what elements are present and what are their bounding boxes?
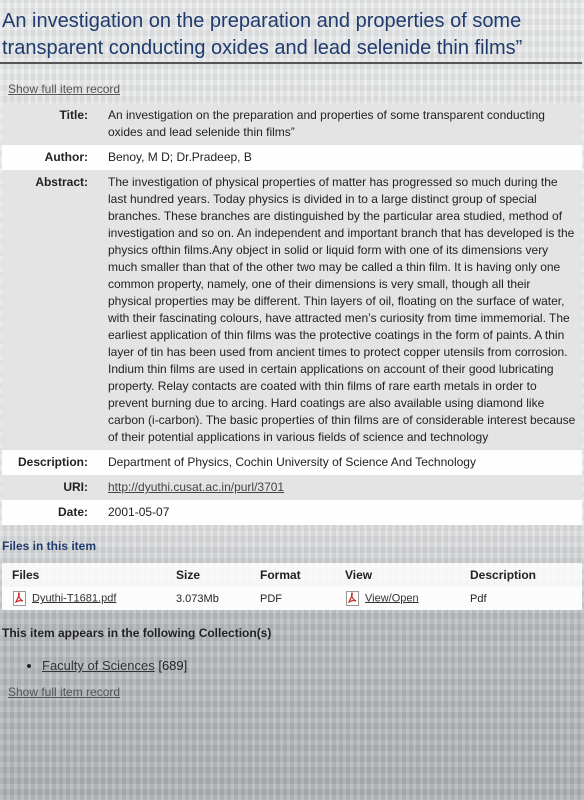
file-format: PDF	[250, 587, 335, 610]
collection-item	[42, 658, 584, 673]
collections-list	[0, 658, 584, 673]
pdf-file-icon	[12, 591, 27, 606]
files-heading: Files in this item	[2, 539, 97, 553]
file-description: Pdf	[460, 587, 582, 610]
size-header: Size	[166, 563, 250, 587]
metadata-value: An investigation on the preparation and properties of some transparent conducting oxides and lead selenide thin films”	[102, 103, 582, 145]
description-header: Description	[460, 563, 582, 587]
file-download-link[interactable]: Dyuthi-T1681.pdf	[32, 592, 117, 605]
metadata-row-description	[2, 450, 582, 475]
metadata-label: URI:	[2, 475, 102, 500]
metadata-value: The investigation of physical properties of matter has progressed so much during the last hundred years. Today physics is divided in to a large distinct group of special branches. These branches are distinguished by the particular area studied, method of investigation and so on. An independent and important branch that has developed is the physics ofthin films.Any object in solid or liquid form with one of its dimensions very much smaller than that of the other two may be called a thin film. It is having only one common property, namely, one of their dimensions is very small, though all their physical properties may be different. Thin layers of oil, floating on the surface of water, with their fascinating colours, have attracted men’s curiosity from time immemorial. The earliest application of thin films was the protective coatings in the form of paints. A thin layer of tin has been used from ancient times to protect copper utensils from corrosion. Indium thin films are used in certain applications on account of their good lubricating property. Relay contacts are coated with thin films of rare earth metals in order to prevent burning due to arcing. Hard coatings are also available using diamond like carbon (i-carbon). The basic properties of thin films are of considerable interest because of their potential applications in various fields of science and technology	[102, 170, 582, 450]
metadata-value: 2001-05-07	[102, 500, 582, 525]
metadata-label: Author:	[2, 145, 102, 170]
metadata-row-date	[2, 500, 582, 525]
metadata-row-uri	[2, 475, 582, 500]
metadata-value: Benoy, M D; Dr.Pradeep, B	[102, 145, 582, 170]
view-header: View	[335, 563, 460, 587]
pdf-file-icon	[345, 591, 360, 606]
page-title: An investigation on the preparation and properties of some transparent conducting oxides and lead selenide thin films”	[0, 0, 582, 64]
file-cell	[2, 587, 166, 610]
metadata-value	[102, 475, 582, 500]
metadata-value: Department of Physics, Cochin University of Science And Technology	[102, 450, 582, 475]
collections-heading: This item appears in the following Collection(s)	[2, 626, 272, 640]
metadata-row-abstract	[2, 170, 582, 450]
files-table	[2, 563, 582, 610]
metadata-row-title	[2, 103, 582, 145]
file-row	[2, 587, 582, 610]
metadata-label: Description:	[2, 450, 102, 475]
format-header: Format	[250, 563, 335, 587]
files-header-row	[2, 563, 582, 587]
view-open-link[interactable]: View/Open	[365, 592, 419, 605]
show-full-record-link-bottom[interactable]: Show full item record	[8, 685, 121, 699]
show-full-record-link[interactable]: Show full item record	[8, 82, 121, 96]
metadata-row-author	[2, 145, 582, 170]
uri-link[interactable]: http://dyuthi.cusat.ac.in/purl/3701	[108, 480, 285, 494]
file-size: 3.073Mb	[166, 587, 250, 610]
metadata-label: Date:	[2, 500, 102, 525]
metadata-table	[2, 103, 582, 525]
collection-count: [689]	[158, 658, 188, 673]
view-cell	[335, 587, 460, 610]
collection-link[interactable]: Faculty of Sciences	[42, 658, 155, 673]
metadata-label: Abstract:	[2, 170, 102, 450]
files-header: Files	[2, 563, 166, 587]
metadata-label: Title:	[2, 103, 102, 145]
